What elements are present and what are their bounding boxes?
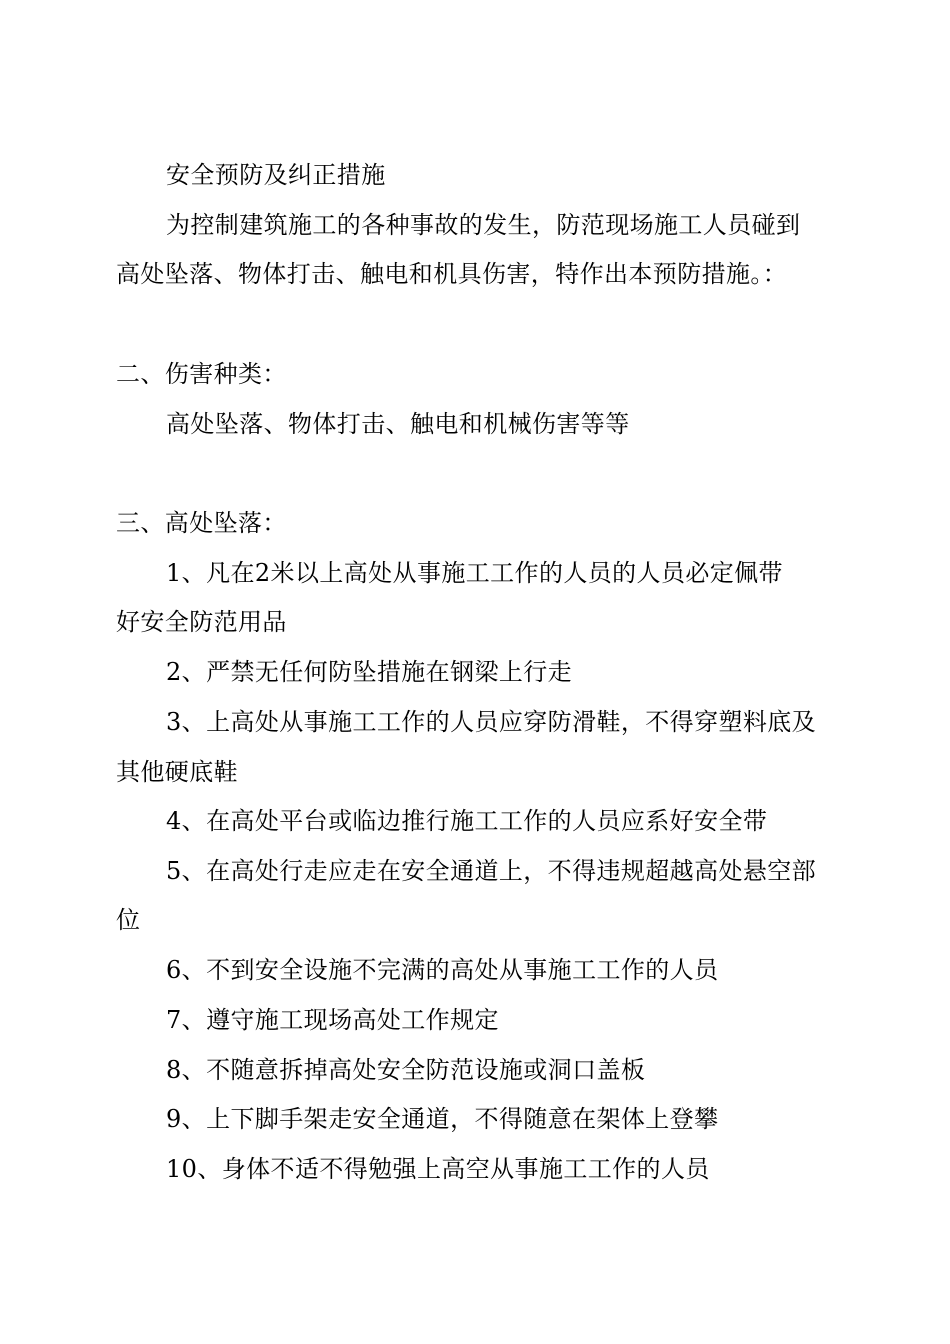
intro-line-1: 为控制建筑施工的各种事故的发生，防范现场施工人员碰到	[166, 211, 801, 239]
list-item-3-continued: 其他硬底鞋	[116, 758, 238, 786]
section-2-body: 高处坠落、物体打击、触电和机械伤害等等	[166, 410, 630, 438]
list-item-5-continued: 位	[116, 906, 141, 934]
list-item-6: 6、不到安全设施不完满的高处从事施工工作的人员	[166, 956, 719, 984]
document-title: 安全预防及纠正措施	[166, 161, 386, 189]
section-2-heading: 二、伤害种类：	[116, 360, 287, 388]
list-item-3: 3、上高处从事施工工作的人员应穿防滑鞋，不得穿塑料底及	[166, 708, 817, 736]
intro-line-2: 高处坠落、物体打击、触电和机具伤害，特作出本预防措施。：	[116, 260, 788, 288]
list-item-4: 4、在高处平台或临边推行施工工作的人员应系好安全带	[166, 807, 768, 835]
list-item-7: 7、遵守施工现场高处工作规定	[166, 1006, 499, 1034]
list-item-2: 2、严禁无任何防坠措施在钢梁上行走	[166, 658, 573, 686]
list-item-9: 9、上下脚手架走安全通道，不得随意在架体上登攀	[166, 1105, 719, 1133]
list-item-10: 10、身体不适不得勉强上高空从事施工工作的人员	[166, 1155, 710, 1183]
section-3-heading: 三、高处坠落：	[116, 509, 287, 537]
list-item-1-continued: 好安全防范用品	[116, 608, 287, 636]
list-item-8: 8、不随意拆掉高处安全防范设施或洞口盖板	[166, 1056, 646, 1084]
list-item-1: 1、凡在2米以上高处从事施工工作的人员的人员必定佩带	[166, 559, 783, 587]
list-item-5: 5、在高处行走应走在安全通道上，不得违规超越高处悬空部	[166, 857, 817, 885]
